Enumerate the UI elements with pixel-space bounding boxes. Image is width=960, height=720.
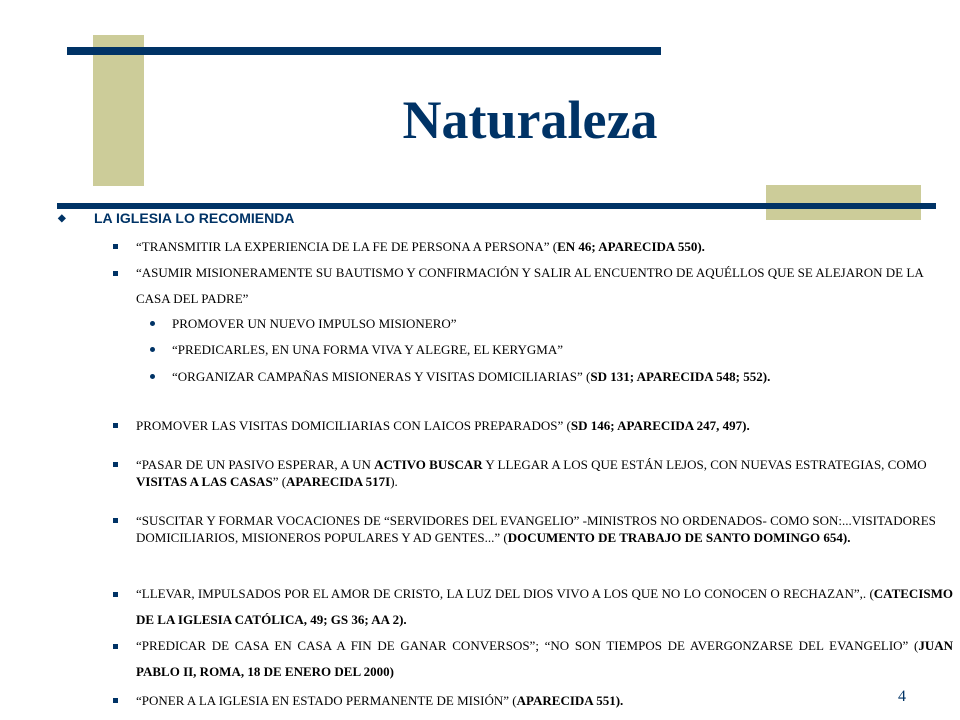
item-ref: EN 46; APARECIDA 550). <box>557 239 705 254</box>
round-bullet-icon <box>150 347 155 352</box>
item-text: “PREDICAR DE CASA EN CASA A FIN DE GANAR CONVERSOS”; “NO SON TIEMPOS DE AVERGONZARSE DEL EVANGELIO” ( <box>136 638 919 653</box>
sub-list-item <box>150 341 940 359</box>
sub-item-text: PROMOVER UN NUEVO IMPULSO MISIONERO” <box>172 316 457 331</box>
decor-line-right <box>57 203 936 209</box>
item-ref: APARECIDA 551). <box>516 693 624 708</box>
slide-title: Naturaleza <box>402 90 658 150</box>
item-ref: DOCUMENTO DE TRABAJO DE SANTO DOMINGO 654). <box>507 530 851 545</box>
item-text: PROMOVER LAS VISITAS DOMICILIARIAS CON LAICOS PREPARADOS” ( <box>136 418 571 433</box>
diamond-bullet-icon: ◆ <box>58 213 66 224</box>
square-bullet-icon <box>113 244 118 249</box>
square-bullet-icon <box>113 518 118 523</box>
round-bullet-icon <box>150 321 155 326</box>
page-number: 4 <box>898 688 906 705</box>
list-item <box>113 417 953 434</box>
square-bullet-icon <box>113 462 118 467</box>
heading-text: LA IGLESIA LO RECOMIENDA <box>94 210 295 226</box>
item-emphasis: ACTIVO BUSCAR <box>374 457 483 472</box>
item-text: “PONER A LA IGLESIA EN ESTADO PERMANENTE DE MISIÓN” ( <box>136 693 517 708</box>
sub-list-item <box>150 368 940 386</box>
square-bullet-icon <box>113 644 118 649</box>
item-text: ” ( <box>272 474 287 489</box>
item-text: “LLEVAR, IMPULSADOS POR EL AMOR DE CRISTO, LA LUZ DEL DIOS VIVO A LOS QUE NO LO CONOCEN O RECHAZAN”,. ( <box>136 586 874 601</box>
sub-item-text: “PREDICARLES, EN UNA FORMA VIVA Y ALEGRE, EL KERYGMA” <box>172 342 563 357</box>
list-item <box>113 581 953 633</box>
heading-item <box>58 210 294 226</box>
list-item <box>113 260 953 312</box>
square-bullet-icon <box>113 592 118 597</box>
item-ref: APARECIDA 517I <box>286 474 391 489</box>
item-ref: JUAN PABLO II, ROMA, 18 DE ENERO DEL 2000) <box>136 638 953 679</box>
list-item <box>113 692 953 709</box>
square-bullet-icon <box>113 698 118 703</box>
square-bullet-icon <box>113 271 118 276</box>
item-ref: SD 146; APARECIDA 247, 497). <box>570 418 750 433</box>
item-text: “ASUMIR MISIONERAMENTE SU BAUTISMO Y CONFIRMACIÓN Y SALIR AL ENCUENTRO DE AQUÉLLOS QUE SE ALEJARON DE LA CASA DEL PADRE” <box>136 265 923 306</box>
item-emphasis: VISITAS A LAS CASAS <box>136 474 273 489</box>
list-item <box>113 456 953 490</box>
round-bullet-icon <box>150 374 155 379</box>
list-item <box>113 512 953 546</box>
item-text: “TRANSMITIR LA EXPERIENCIA DE LA FE DE PERSONA A PERSONA” ( <box>136 239 558 254</box>
item-text: ). <box>390 474 398 489</box>
sub-item-text: “ORGANIZAR CAMPAÑAS MISIONERAS Y VISITAS DOMICILIARIAS” ( <box>172 369 591 384</box>
item-ref: CATECISMO DE LA IGLESIA CATÓLICA, 49; GS 36; AA 2). <box>136 586 953 627</box>
sub-list-item <box>150 315 940 333</box>
item-text: Y LLEGAR A LOS QUE ESTÁN LEJOS, CON NUEVAS ESTRATEGIAS, COMO <box>482 457 927 472</box>
square-bullet-icon <box>113 423 118 428</box>
item-text: “PASAR DE UN PASIVO ESPERAR, A UN <box>136 457 375 472</box>
list-item <box>113 238 953 255</box>
list-item <box>113 633 953 685</box>
sub-item-ref: SD 131; APARECIDA 548; 552). <box>590 369 771 384</box>
decor-line-top <box>67 47 661 55</box>
item-text: “SUSCITAR Y FORMAR VOCACIONES DE “SERVIDORES DEL EVANGELIO” -MINISTROS NO ORDENADOS- COMO SON:...VISITADORES DOMICILIARIOS, MISIONEROS POPULARES Y AD GENTES...” ( <box>136 513 936 545</box>
